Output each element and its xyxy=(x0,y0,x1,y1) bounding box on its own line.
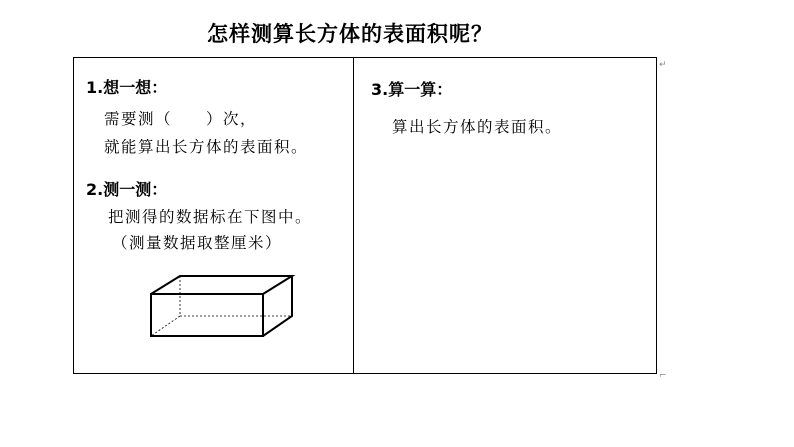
step1-heading: 1.想一想： xyxy=(86,78,168,97)
step3-heading: 3.算一算： xyxy=(371,80,453,99)
step3-line1: 算出长方体的表面积。 xyxy=(392,118,563,136)
column-divider xyxy=(353,58,354,373)
step2-line2: （测量数据取整厘米） xyxy=(112,234,283,252)
top-face xyxy=(151,276,292,294)
return-mark: ↵ xyxy=(659,60,667,70)
step2-line1: 把测得的数据标在下图中。 xyxy=(108,208,313,226)
step1-line1 xyxy=(104,107,257,129)
cuboid-diagram xyxy=(150,276,295,338)
hidden-edge xyxy=(151,316,180,336)
page-title: 怎样测算长方体的表面积呢？ xyxy=(207,22,493,46)
step1-line1-after: ）次， xyxy=(206,110,258,128)
step1-line1-before: 需要测（ xyxy=(104,110,173,128)
step2-heading: 2.测一测： xyxy=(86,180,168,199)
corner-mark: ⌐ xyxy=(659,371,667,381)
step1-line2: 就能算出长方体的表面积。 xyxy=(104,138,309,156)
front-face xyxy=(151,294,263,336)
